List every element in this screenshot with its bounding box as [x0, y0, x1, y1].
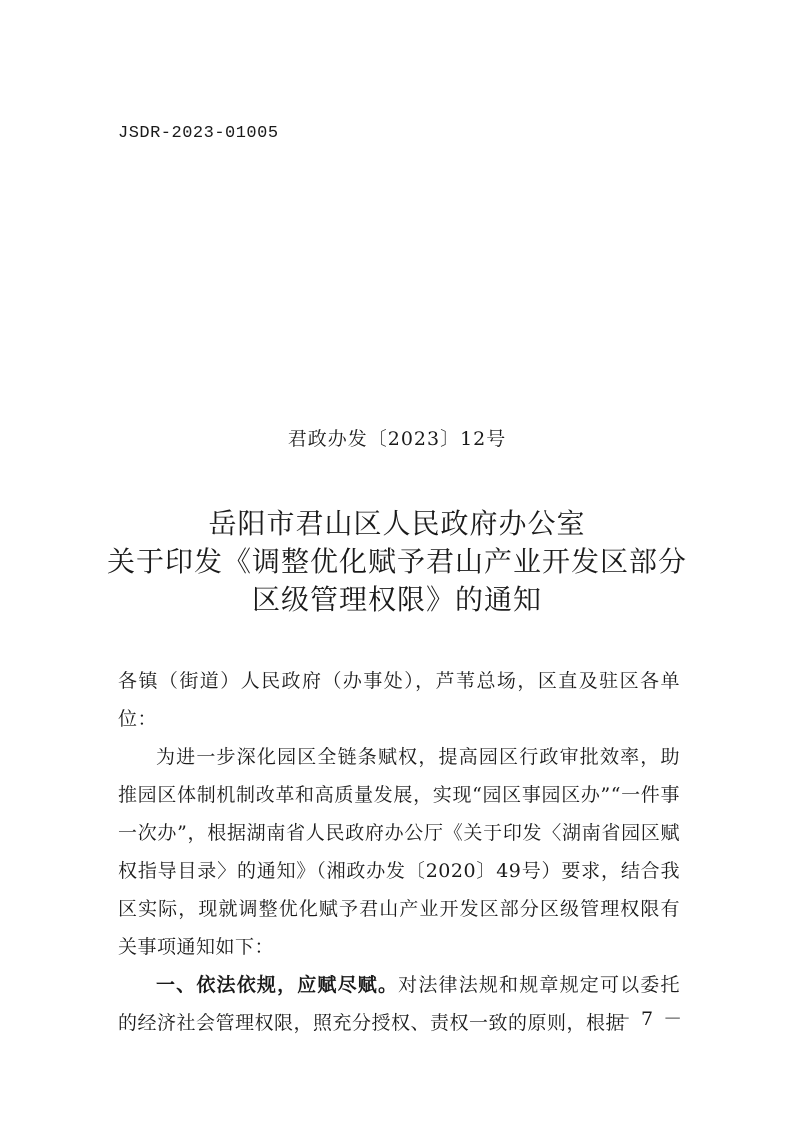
- document-body: [118, 662, 680, 1042]
- section-1-heading: 一、依法依规，应赋尽赋。: [156, 974, 399, 996]
- title-line-3: 区级管理权限》的通知: [251, 583, 542, 616]
- paragraph-1: 为进一步深化园区全链条赋权，提高园区行政审批效率，助推园区体制机制改革和高质量发展，实现“园区事园区办”“一件事一次办”，根据湖南省人民政府办公厅《关于印发〈湖南省园区赋权指导目录〉的通知》（湘政办发〔2020〕49号）要求，结合我区实际，现就调整优化赋予君山产业开发区部分区级管理权限有关事项通知如下：: [118, 746, 680, 958]
- document-number: 君政办发〔2023〕12号: [287, 428, 507, 450]
- document-code: JSDR-2023-01005: [118, 124, 279, 143]
- title-line-2: 关于印发《调整优化赋予君山产业开发区部分: [106, 545, 687, 578]
- salutation: 各镇（街道）人民政府（办事处），芦苇总场，区直及驻区各单位：: [118, 670, 680, 730]
- paragraph-2: [118, 966, 680, 1042]
- title-line-1: 岳阳市君山区人民政府办公室: [208, 507, 586, 540]
- section-1-text: 对法律法规和规章规定可以委托的经济社会管理权限，照充分授权、责权一致的原则，根据: [118, 974, 680, 1034]
- document-title: [0, 505, 794, 619]
- page-number: － 7 －: [612, 1008, 685, 1030]
